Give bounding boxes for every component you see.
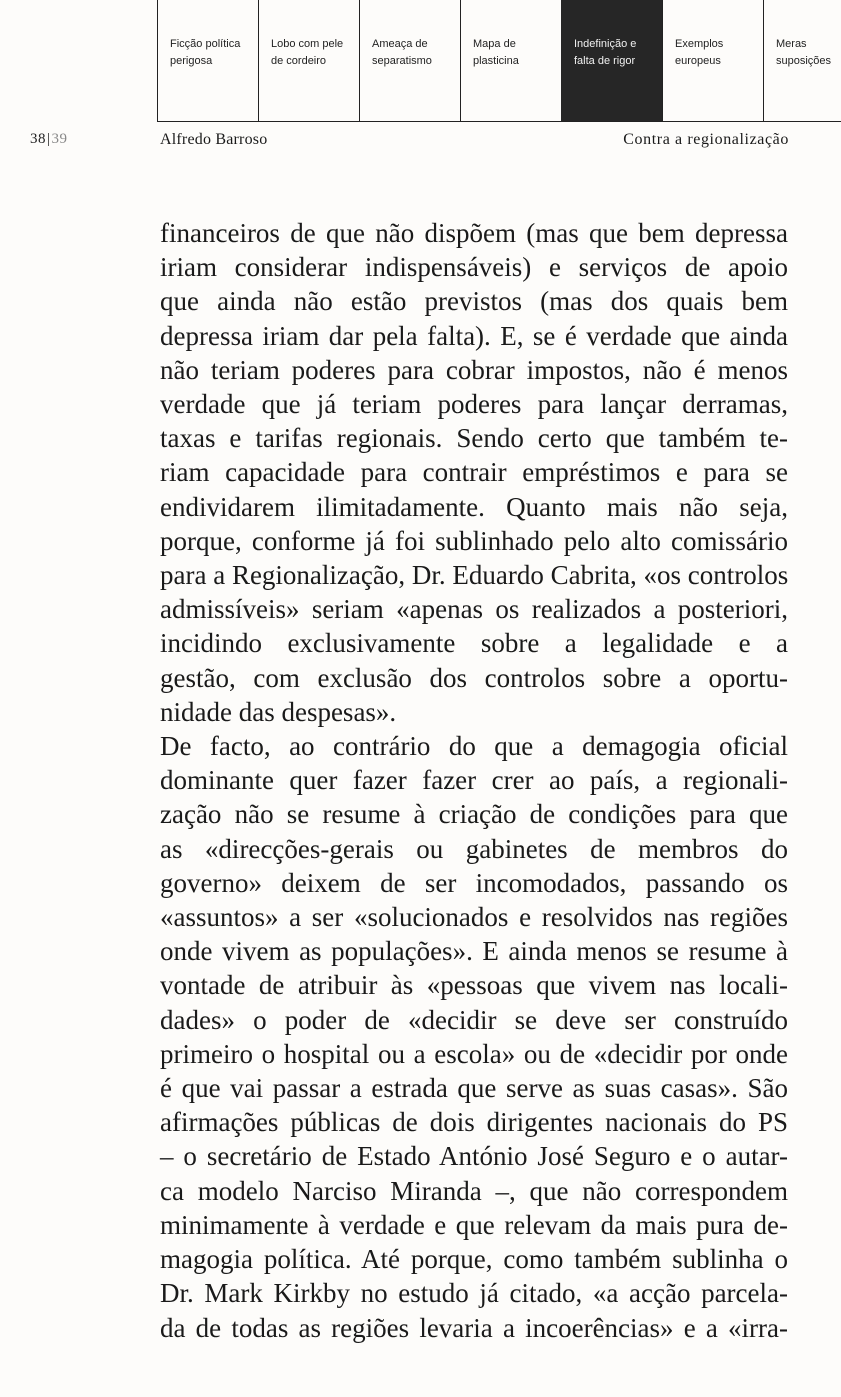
- text-line: magogia política. Até porque, como também sublinha o: [160, 1244, 788, 1275]
- nav-tab-label: Ameaça de: [372, 38, 428, 50]
- page-number-left: 38: [30, 131, 46, 147]
- text-line: minimamente à verdade e que relevam da mais pura de-: [160, 1209, 788, 1240]
- text-line: primeiro o hospital ou a escola» ou de «decidir por onde: [160, 1038, 788, 1069]
- nav-tab-exemplos-europeus[interactable]: [662, 0, 763, 122]
- text-line: vontade de atribuir às «pessoas que vivem nas locali-: [160, 970, 788, 1001]
- nav-tab-label: Ficção política: [170, 38, 241, 50]
- page-numbers: [30, 131, 68, 148]
- text-line: nidade das despesas».: [160, 696, 397, 727]
- page-number-right: 39: [51, 131, 68, 147]
- text-line: admissíveis» seriam «apenas os realizados a posteriori,: [160, 594, 788, 625]
- text-line: governo» deixem de ser incomodados, passando os: [160, 867, 788, 898]
- text-line: que ainda não estão previstos (mas dos quais bem: [160, 286, 788, 317]
- text-line: riam capacidade para contrair empréstimos e para se: [160, 457, 788, 488]
- nav-tab-lobo-com-pele[interactable]: [258, 0, 359, 122]
- text-line: não teriam poderes para cobrar impostos, não é menos: [160, 354, 788, 385]
- text-line: taxas e tarifas regionais. Sendo certo que também te-: [160, 423, 788, 454]
- nav-tab-label: suposições: [776, 55, 832, 67]
- text-line: para a Regionalização, Dr. Eduardo Cabrita, «os controlos: [160, 560, 789, 591]
- nav-tab-mapa-plasticina[interactable]: [460, 0, 561, 122]
- nav-tab-label: de cordeiro: [271, 55, 327, 67]
- text-line: verdade que já teriam poderes para lançar derramas,: [160, 389, 788, 420]
- text-line: dominante quer fazer fazer crer ao país, a regionali-: [160, 765, 788, 796]
- text-line: financeiros de que não dispõem (mas que bem depressa: [160, 218, 788, 248]
- author-name: Alfredo Barroso: [160, 131, 268, 148]
- nav-tab-indefinicao-active[interactable]: [561, 0, 662, 122]
- nav-divider: [157, 121, 841, 122]
- text-line: depressa iriam dar pela falta). E, se é verdade que ainda: [160, 320, 788, 351]
- nav-tab-label: separatismo: [372, 55, 432, 67]
- nav-tab-label: Indefinição e: [574, 38, 637, 50]
- nav-tab-label: falta de rigor: [574, 55, 636, 67]
- nav-tab-label: Meras: [776, 38, 807, 50]
- page-separator: |: [47, 131, 51, 147]
- nav-tab-label: plasticina: [473, 55, 519, 67]
- text-line: dades» o poder de «decidir se deve ser construído: [160, 1004, 788, 1035]
- section-nav: [157, 0, 841, 122]
- text-line: zação não se resume à criação de condições para que: [160, 799, 788, 830]
- nav-tab-label: europeus: [675, 55, 721, 67]
- text-line: gestão, com exclusão dos controlos sobre a oportu-: [160, 662, 788, 693]
- section-title: Contra a regionalização: [623, 131, 789, 148]
- nav-tab-ameaca-separatismo[interactable]: [359, 0, 460, 122]
- nav-tab-label: perigosa: [170, 55, 213, 67]
- text-line: é que vai passar a estrada que serve as suas casas». São: [160, 1073, 788, 1104]
- text-line: as «direcções-gerais ou gabinetes de membros do: [160, 833, 788, 864]
- text-line: da de todas as regiões levaria a incoerências» e a «irra-: [160, 1312, 788, 1343]
- nav-tab-meras-suposicoes[interactable]: [763, 0, 841, 122]
- text-line: onde vivem as populações». E ainda menos se resume à: [160, 936, 788, 967]
- text-line: – o secretário de Estado António José Seguro e o autar-: [160, 1141, 788, 1172]
- nav-tab-label: Lobo com pele: [271, 38, 344, 50]
- text-line: endividarem ilimitadamente. Quanto mais não seja,: [160, 491, 788, 522]
- text-line: «assuntos» a ser «solucionados e resolvidos nas regiões: [160, 902, 788, 933]
- nav-tab-ficcao-politica[interactable]: [157, 0, 258, 122]
- text-line: iriam considerar indispensáveis) e serviços de apoio: [160, 252, 788, 283]
- text-line: Dr. Mark Kirkby no estudo já citado, «a acção parcela-: [160, 1278, 788, 1309]
- nav-tab-label: Exemplos: [675, 38, 724, 50]
- text-line: De facto, ao contrário do que a demagogia oficial: [160, 731, 788, 762]
- text-line: ca modelo Narciso Miranda –, que não correspondem: [160, 1175, 788, 1206]
- text-line: incidindo exclusivamente sobre a legalidade e a: [160, 628, 788, 659]
- nav-tab-label: Mapa de: [473, 38, 516, 50]
- text-line: afirmações públicas de dois dirigentes nacionais do PS: [160, 1107, 788, 1138]
- body-text: [160, 216, 788, 1345]
- text-line: porque, conforme já foi sublinhado pelo alto comissário: [160, 525, 788, 556]
